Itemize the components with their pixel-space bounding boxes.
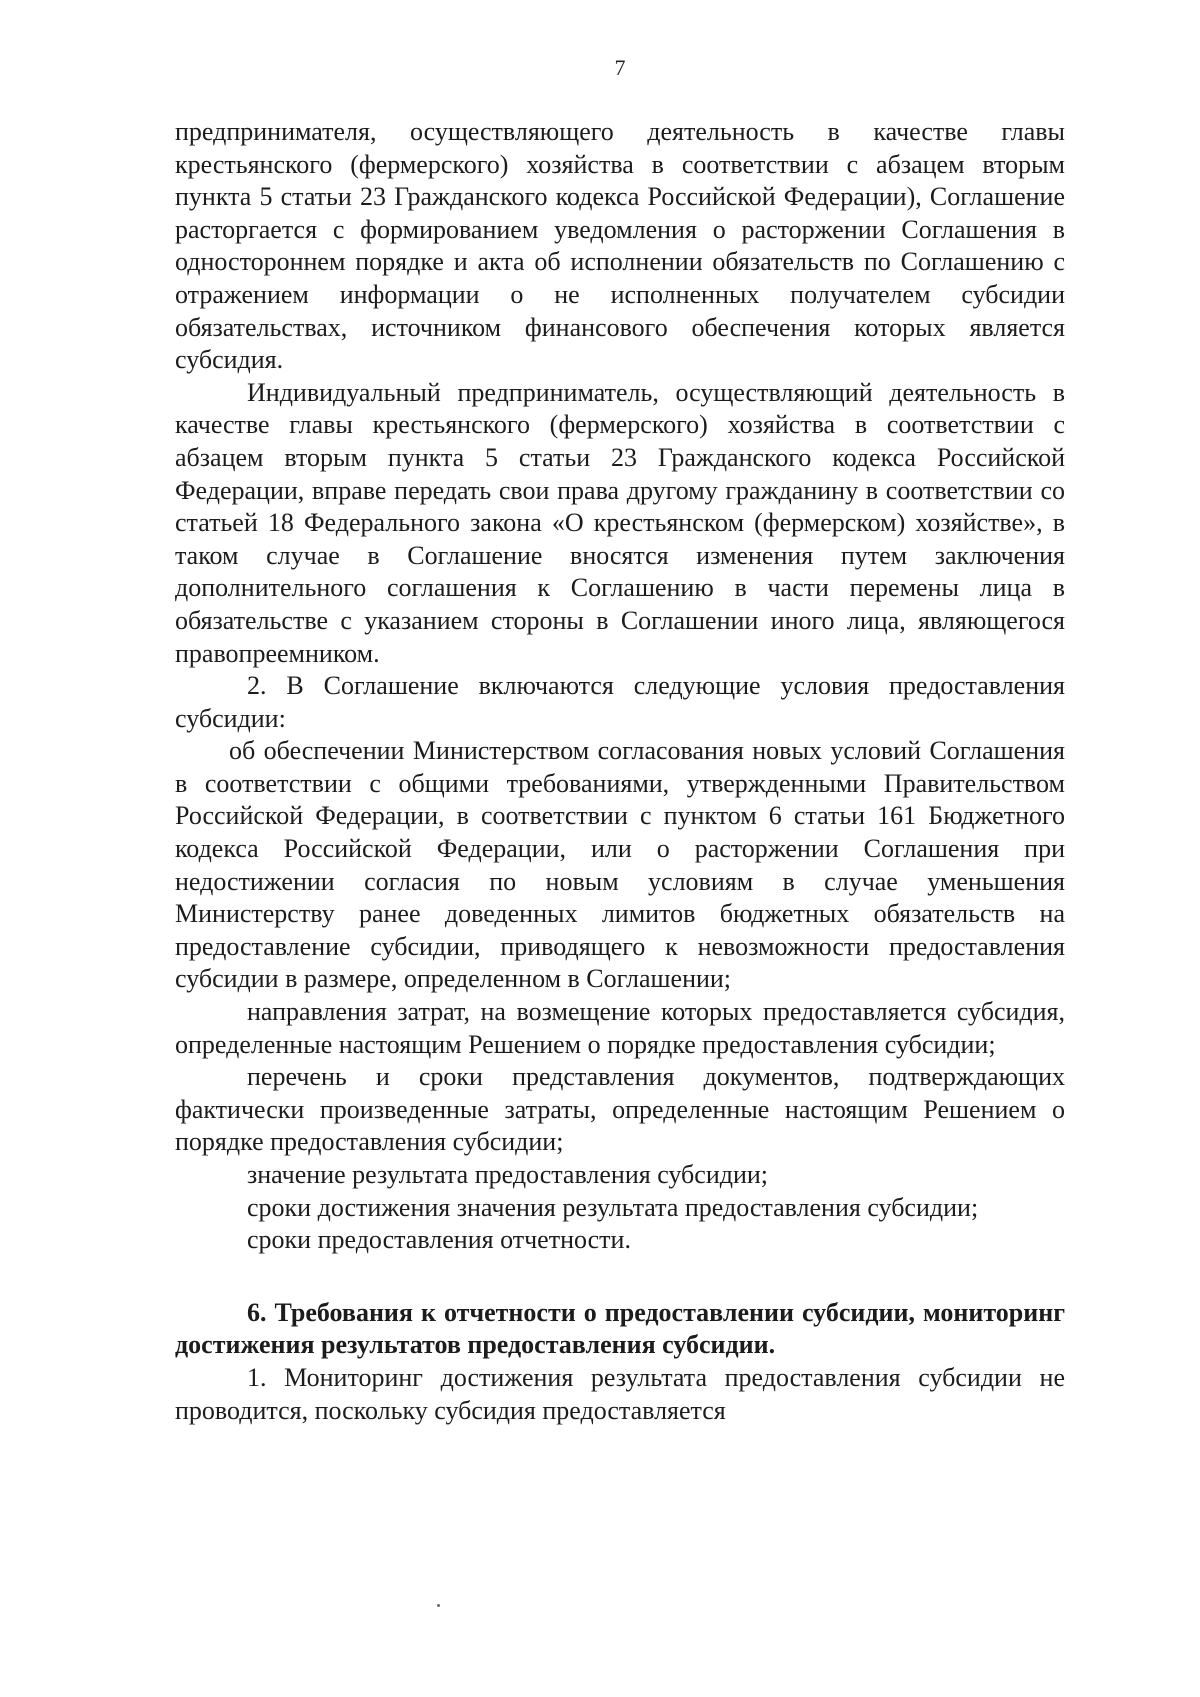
section-heading: 6. Требования к отчетности о предоставлении субсидии, мониторинг достижения результатов предоставления субсидии. xyxy=(175,1297,1065,1360)
paragraph-result-deadlines: сроки достижения значения результата предоставления субсидии; xyxy=(247,1192,979,1222)
paragraph-cost-directions: направления затрат, на возмещение которых предоставляется субсидия, определенные настоящим Решением о порядке предоставления субсидии; xyxy=(175,997,1065,1059)
scan-speck xyxy=(437,1604,440,1607)
paragraph-document-list: перечень и сроки представления документов, подтверждающих фактически произведенные затраты, определенные настоящим Решением о порядке предоставления субсидии; xyxy=(175,1062,1065,1157)
section-spacer xyxy=(175,1257,1065,1297)
paragraph-individual-entrepreneur: Индивидуальный предприниматель, осуществляющий деятельность в качестве главы крестьянского (фермерского) хозяйства в соответствии с абзацем вторым пункта 5 статьи 23 Гражданского кодекса Российской Федерации, вправе передать свои права другому гражданину в соответствии со статьей 18 Федерального закона «О крестьянском (фермерском) хозяйстве», в таком случае в Соглашение вносятся изменения путем заключения дополнительного соглашения к Соглашению в части перемены лица в обязательстве с указанием стороны в Соглашении иного лица, являющегося правопреемником. xyxy=(175,377,1065,668)
paragraph-reporting-deadlines: сроки предоставления отчетности. xyxy=(247,1225,631,1255)
paragraph-continued: предпринимателя, осуществляющего деятельность в качестве главы крестьянского (фермерского) хозяйства в соответствии с абзацем вторым пункта 5 статьи 23 Гражданского кодекса Российской Федерации), Соглашение расторгается с формированием уведомления о расторжении Соглашения в одностороннем порядке и акта об исполнении обязательств по Соглашению с отражением информации о не исполненных получателем субсидии обязательствах, источником финансового обеспечения которых является субсидия. xyxy=(175,117,1065,375)
document-body xyxy=(175,116,1065,1427)
paragraph-monitoring: 1. Мониторинг достижения результата предоставления субсидии не проводится, поскольку субсидия предоставляется xyxy=(175,1362,1065,1425)
paragraph-agreement-conditions: 2. В Соглашение включаются следующие условия предоставления субсидии: xyxy=(175,671,1065,733)
paragraph-result-value: значение результата предоставления субсидии; xyxy=(247,1160,769,1189)
paragraph-ministry-approval: об обеспечении Министерством согласования новых условий Соглашения в соответствии с общими требованиями, утвержденными Правительством Российской Федерации, в соответствии с пунктом 6 статьи 161 Бюджетного кодекса Российской Федерации, или о расторжении Соглашения при недостижении согласия по новым условиям в случае уменьшения Министерству ранее доведенных лимитов бюджетных обязательств на предоставление субсидии, приводящего к невозможности предоставления субсидии в размере, определенном в Соглашении; xyxy=(175,736,1065,994)
page-number: 7 xyxy=(614,55,626,80)
